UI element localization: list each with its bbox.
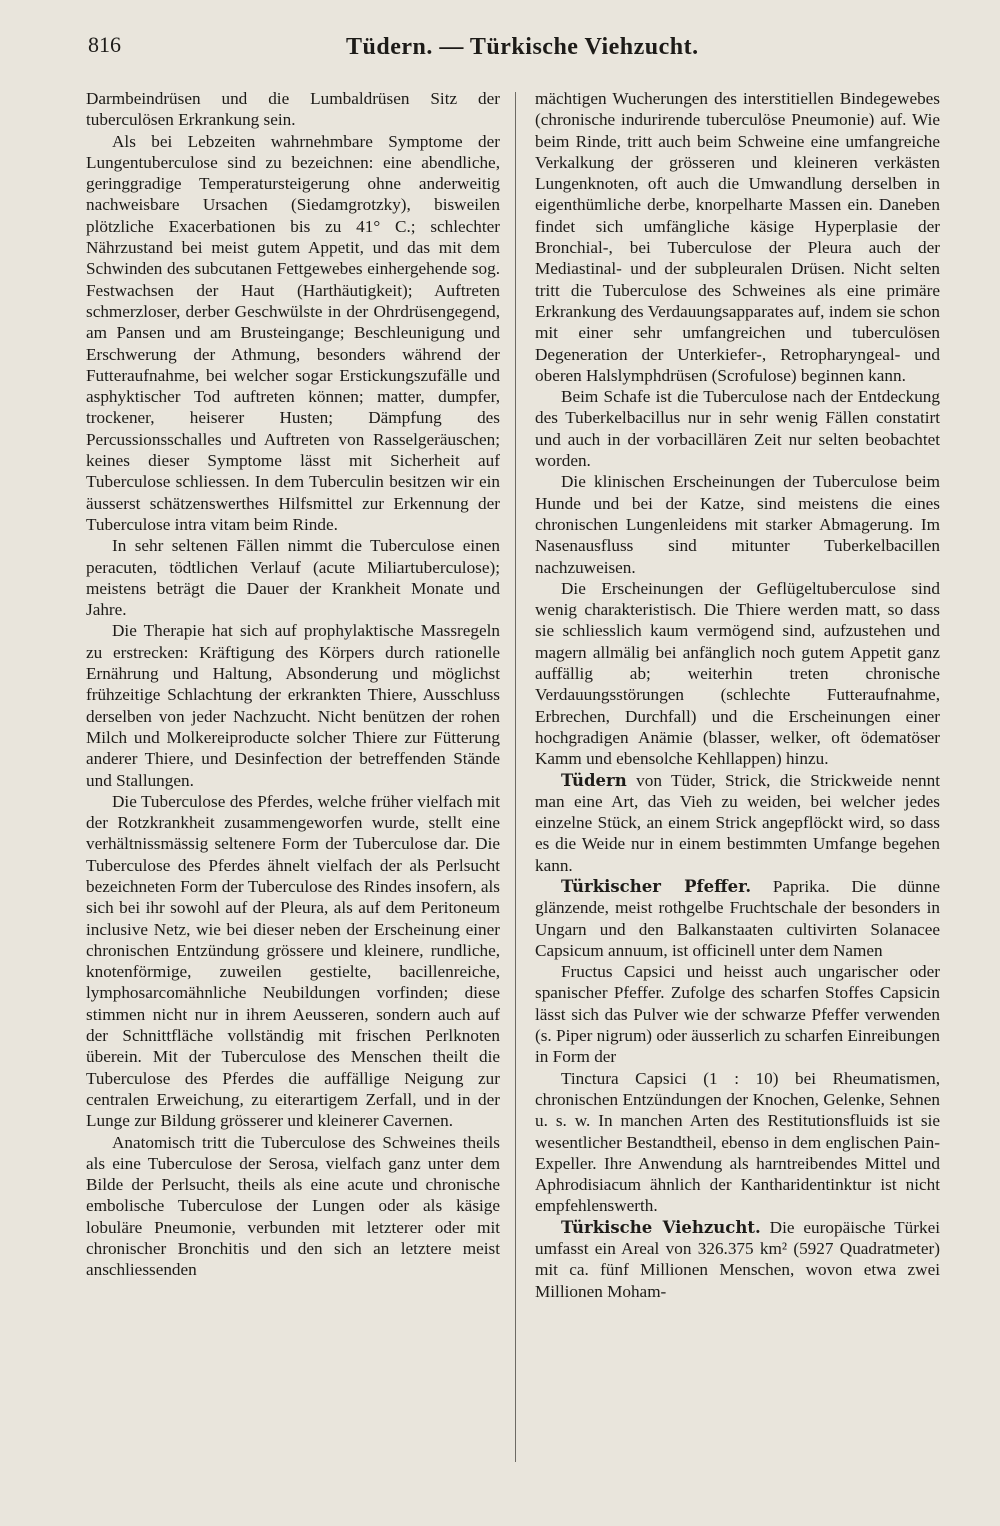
- paragraph: Beim Schafe ist die Tuberculose nach der Entdeckung des Tuberkelbacillus nur in sehr wenig Fällen constatirt und auch in der vorbacillären Zeit nur selten beobachtet worden.: [535, 387, 940, 471]
- paragraph: Tinctura Capsici (1 : 10) bei Rheumatismen, chronischen Entzündungen der Knochen, Gelenke, Sehnen u. s. w. In manchen Arten des Restitutionsfluids ist sie wesentlicher Bestandtheil, ebenso in dem englischen Pain-Expeller. Ihre Anwendung als harntreibendes Mittel und Aphrodisiacum ähnlich der Kantharidentinktur ist nicht empfehlenswerth.: [535, 1068, 940, 1216]
- paragraph: Fructus Capsici und heisst auch ungarischer oder spanischer Pfeffer. Zufolge des scharfen Stoffes Capsicin lässt sich das Pulver wie der schwarze Pfeffer verwenden (s. Piper nigrum) oder äusserlich zu scharfen Einreibungen in Form der: [535, 962, 940, 1067]
- right-column: [535, 88, 940, 1302]
- paragraph: Als bei Lebzeiten wahrnehmbare Symptome der Lungentuberculose sind zu bezeichnen: eine abendliche, geringgradige Temperatursteigerung ohne anderweitig nachweisbare Ursachen (Siedamgrotzky), bisweilen plötzliche Exacerbationen bis zu 41° C.; schlechter Nährzustand bei meist gutem Appetit, und das mit dem Schwinden des subcutanen Fettgewebes einhergehende sog. Festwachsen der Haut (Harthäutigkeit); Auftreten schmerzloser, derber Geschwülste in der Ohrdrüsengegend, am Pansen und am Brusteingange; Beschleunigung und Erschwerung der Athmung, besonders während der Futteraufnahme, bei welcher sogar Erstickungszufälle und asphyktischer Tod auftreten können; matter, dumpfer, trockener, heiserer Husten; Dämpfung des Percussionsschalles und Auftreten von Rasselgeräuschen; keines dieser Symptome lässt mit Sicherheit auf Tuberculose schliessen. In dem Tuberculin besitzen wir ein äusserst schätzenswerthes Hilfsmittel zur Erkennung der Tuberculose intra vitam beim Rinde.: [86, 131, 500, 534]
- headword: Türkische Viehzucht.: [561, 1217, 761, 1237]
- paragraph: In sehr seltenen Fällen nimmt die Tuberculose einen peracuten, tödtlichen Verlauf (acute Miliartuberculose); meistens beträgt die Dauer der Krankheit Monate und Jahre.: [86, 536, 500, 620]
- paragraph: Die klinischen Erscheinungen der Tuberculose beim Hunde und bei der Katze, sind meistens die eines chronischen Lungenleidens mit starker Abmagerung. Im Nasenausfluss sind mitunter Tuberkelbacillen nachzuweisen.: [535, 472, 940, 577]
- paragraph: Darmbeindrüsen und die Lumbaldrüsen Sitz der tuberculösen Erkrankung sein.: [86, 89, 500, 130]
- page-number: 816: [88, 32, 121, 57]
- entry-tuerkischer-pfeffer: Türkischer Pfeffer. Paprika. Die dünne glänzende, meist rothgelbe Fruchtschale der besonders in Ungarn und den Balkanstaaten cultivirten Solanacee Capsicum annuum, ist officinell unter dem Namen: [535, 876, 940, 960]
- headword: Türkischer Pfeffer.: [561, 876, 752, 896]
- paragraph: Die Erscheinungen der Geflügeltuberculose sind wenig charakteristisch. Die Thiere werden matt, so dass sie schliesslich kaum vermögend sind, aufzustehen und magern allmälig bei anfänglich noch gutem Appetit ganz auffällig ab; weiterhin treten chronische Verdauungsstörungen (schlechte Futteraufnahme, Erbrechen, Durchfall) und die Erscheinungen einer hochgradigen Anämie (blasser, welker, oft ödematöser Kamm und ebensolche Kehllappen) hinzu.: [535, 578, 940, 769]
- entry-tuerkische-viehzucht: Türkische Viehzucht. Die europäische Türkei umfasst ein Areal von 326.375 km² (5927 Quadratmeter) mit ca. fünf Millionen Menschen, wovon etwa zwei Millionen Moham-: [535, 1217, 940, 1301]
- column-divider: [515, 92, 516, 1462]
- paragraph: Anatomisch tritt die Tuberculose des Schweines theils als eine Tuberculose der Serosa, vielfach ganz unter dem Bilde der Perlsucht, theils als eine acute und chronische embolische Tuberculose der Lungen oder als käsige lobuläre Pneumonie, verbunden mit letzterer oder mit chronischer Bronchitis und den sich an letztere meist anschliessenden: [86, 1132, 500, 1280]
- paragraph: Die Tuberculose des Pferdes, welche früher vielfach mit der Rotzkrankheit zusammengeworfen wurde, stellt eine verhältnissmässig seltenere Form der Tuberculose dar. Die Tuberculose des Pferdes ähnelt vielfach der als Perlsucht bezeichneten Form der Tuberculose des Rindes insofern, als sich bei ihr sowohl auf der Pleura, als auf dem Peritoneum inclusive Netz, wie bei dieser neben der Erscheinung einer chronischen Entzündung grössere und kleinere, rundliche, knotenförmige, zuweilen gestielte, bacillenreiche, lymphosarcomähnliche Neubildungen vorfinden; diese stimmen nicht nur in ihrem Aeusseren, sondern auch auf der Schnittfläche vollständig mit frischen Perlknoten überein. Mit der Tuberculose des Menschen theilt die Tuberculose des Pferdes die auffällige Neigung zur centralen Erweichung, zu eiterartigem Zerfall, und in der Lunge zur Bildung grösserer und kleinerer Cavernen.: [86, 791, 500, 1131]
- entry-tuedern: Tüdern von Tüder, Strick, die Strickweide nennt man eine Art, das Vieh zu weiden, bei welcher jedes einzelne Stück, an einem Strick angepflöckt wird, so dass es die Weide nur in einem bestimmten Umfange begehen kann.: [535, 770, 940, 875]
- paragraph: mächtigen Wucherungen des interstitiellen Bindegewebes (chronische indurirende tuberculöse Pneumonie) auf. Wie beim Rinde, tritt auch beim Schweine eine umfangreiche Verkalkung der grösseren und kleineren verkästen Lungenknoten, oft auch die Umwandlung derselben in eigenthümliche derbe, knorpelharte Massen ein. Daneben findet sich umfängliche käsige Hyperplasie der Bronchial-, bei Tuberculose der Pleura auch der Mediastinal- und der subpleuralen Drüsen. Nicht selten tritt die Tuberculose des Schweines als eine primäre Erkrankung des Verdauungsapparates auf, indem sie schon mit einer sehr umfangreichen und tuberculösen Degeneration der Unterkiefer-, Retropharyngeal- und oberen Halslymphdrüsen (Scrofulose) beginnen kann.: [535, 89, 940, 385]
- running-title: Tüdern. — Türkische Viehzucht.: [346, 34, 699, 60]
- headword: Tüdern: [561, 770, 627, 790]
- paragraph: Die Therapie hat sich auf prophylaktische Massregeln zu erstrecken: Kräftigung des Körpers durch rationelle Ernährung und Haltung, Absonderung und möglichst frühzeitige Schlachtung der erkrankten Thiere, Ausschluss derselben von jeder Nachzucht. Nicht benützen der rohen Milch und Molkereiproducte solcher Thiere zur Fütterung anderer Thiere, und Desinfection der betreffenden Stände und Stallungen.: [86, 621, 500, 790]
- left-column: [86, 88, 500, 1281]
